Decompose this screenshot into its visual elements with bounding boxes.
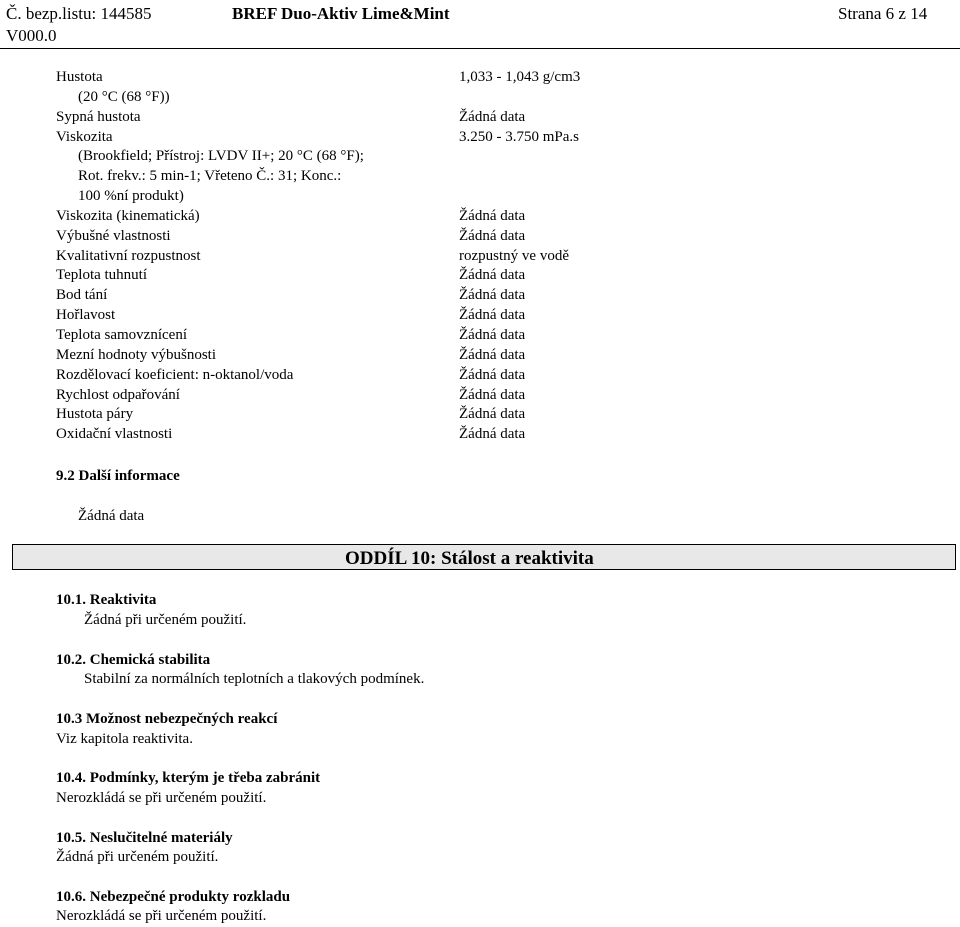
conditions-to-avoid-text: Nerozkládá se při určeném použití. xyxy=(56,790,267,806)
property-label: Teplota tuhnutí xyxy=(56,267,148,284)
property-label: Viskozita xyxy=(56,128,113,145)
property-value: Žádná data xyxy=(459,307,526,324)
property-label: (20 °C (68 °F)) xyxy=(78,88,170,105)
table-row xyxy=(56,425,580,445)
property-label: Sypná hustota xyxy=(56,108,141,125)
table-row xyxy=(56,286,580,306)
property-value: Žádná data xyxy=(459,227,526,244)
table-row xyxy=(56,68,580,88)
decomposition-products-heading: 10.6. Nebezpečné produkty rozkladu xyxy=(56,889,291,905)
property-label: Hustota páry xyxy=(56,406,134,423)
property-value xyxy=(459,88,580,108)
table-row xyxy=(56,108,580,128)
page-number: Strana 6 z 14 xyxy=(838,4,928,23)
property-label: Rychlost odpařování xyxy=(56,386,180,403)
property-label: Bod tání xyxy=(56,287,108,304)
property-label: Rot. frekv.: 5 min-1; Vřeteno Č.: 31; Konc.: xyxy=(78,168,342,185)
property-value: rozpustný ve vodě xyxy=(459,247,569,264)
property-label: (Brookfield; Přístroj: LVDV II+; 20 °C (68 °F); xyxy=(78,148,364,165)
conditions-to-avoid-heading: 10.4. Podmínky, kterým je třeba zabránit xyxy=(56,770,321,786)
table-row xyxy=(56,326,580,346)
property-value: Žádná data xyxy=(459,326,526,343)
property-value xyxy=(459,147,580,167)
table-row xyxy=(56,167,580,187)
chemical-stability-text: Stabilní za normálních teplotních a tlakových podmínek. xyxy=(84,671,425,687)
property-value: Žádná data xyxy=(459,366,526,383)
table-row xyxy=(56,386,580,406)
property-label: Mezní hodnoty výbušnosti xyxy=(56,346,216,363)
table-row xyxy=(56,88,580,108)
table-row xyxy=(56,306,580,326)
property-label: Výbušné vlastnosti xyxy=(56,227,171,244)
reactivity-text: Žádná při určeném použití. xyxy=(84,612,247,628)
chemical-stability-heading: 10.2. Chemická stabilita xyxy=(56,652,211,668)
property-value xyxy=(459,187,580,207)
header-divider xyxy=(0,48,960,49)
property-value: Žádná data xyxy=(459,386,526,403)
property-value: 3.250 - 3.750 mPa.s xyxy=(459,128,579,145)
decomposition-products-text: Nerozkládá se při určeném použití. xyxy=(56,908,267,924)
incompatible-materials-heading: 10.5. Neslučitelné materiály xyxy=(56,830,233,846)
property-value: Žádná data xyxy=(459,267,526,284)
property-label: Oxidační vlastnosti xyxy=(56,426,173,443)
table-row xyxy=(56,346,580,366)
table-row xyxy=(56,207,580,227)
property-label: Hořlavost xyxy=(56,307,116,324)
table-row xyxy=(56,187,580,207)
property-label: Hustota xyxy=(56,69,103,85)
property-value: Žádná data xyxy=(459,287,526,304)
property-value: 1,033 - 1,043 g/cm3 xyxy=(459,69,581,85)
property-label: Viskozita (kinematická) xyxy=(56,207,200,224)
property-label: Teplota samovznícení xyxy=(56,326,187,343)
property-label: Rozdělovací koeficient: n-oktanol/voda xyxy=(56,366,294,383)
section-10-title: ODDÍL 10: Stálost a reaktivita xyxy=(345,548,594,569)
hazardous-reactions-heading: 10.3 Možnost nebezpečných reakcí xyxy=(56,711,278,727)
table-row xyxy=(56,247,580,267)
document-number: Č. bezp.listu: 144585 xyxy=(6,4,152,23)
section-10-banner xyxy=(12,544,956,570)
section-9-2-heading: 9.2 Další informace xyxy=(56,468,180,484)
property-label: Kvalitativní rozpustnost xyxy=(56,247,201,264)
table-row xyxy=(56,405,580,425)
property-value: Žádná data xyxy=(459,406,526,423)
table-row xyxy=(56,266,580,286)
property-value: Žádná data xyxy=(459,346,526,363)
table-row xyxy=(56,366,580,386)
table-row xyxy=(56,128,580,148)
property-value: Žádná data xyxy=(459,207,526,224)
property-label: 100 %ní produkt) xyxy=(78,188,184,205)
product-name: BREF Duo-Aktiv Lime&Mint xyxy=(232,4,450,23)
table-row xyxy=(56,227,580,247)
properties-table xyxy=(56,68,580,445)
document-version: V000.0 xyxy=(6,26,57,45)
property-value: Žádná data xyxy=(459,108,526,125)
hazardous-reactions-text: Viz kapitola reaktivita. xyxy=(56,731,193,747)
property-value xyxy=(459,167,580,187)
reactivity-heading: 10.1. Reaktivita xyxy=(56,592,157,608)
table-row xyxy=(56,147,580,167)
incompatible-materials-text: Žádná při určeném použití. xyxy=(56,849,219,865)
property-value: Žádná data xyxy=(459,426,526,443)
section-9-2-text: Žádná data xyxy=(78,508,145,524)
